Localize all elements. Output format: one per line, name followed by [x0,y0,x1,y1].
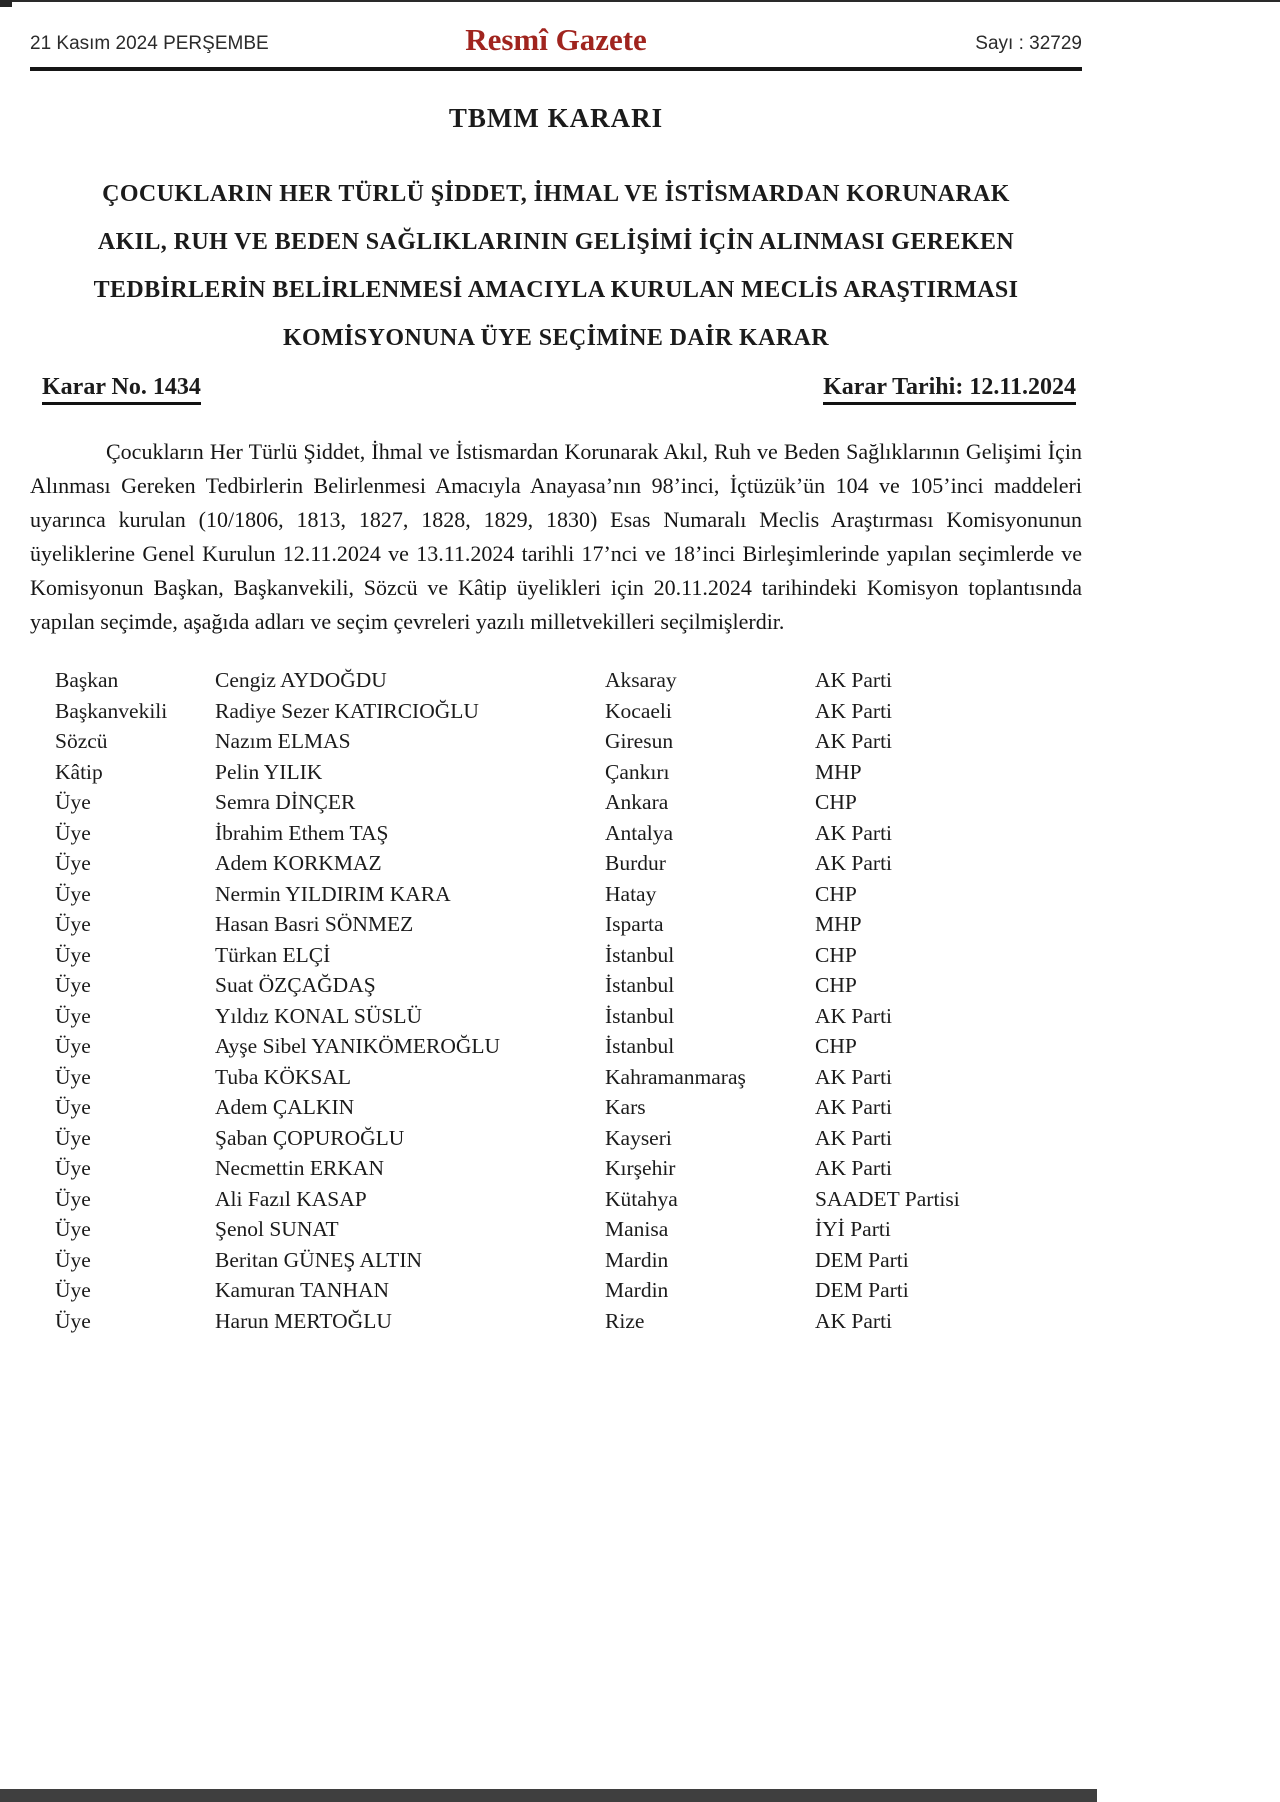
cell-party: CHP [815,790,857,814]
gazette-title: Resmî Gazete [465,22,647,57]
table-row [55,1184,1065,1215]
cell-role: Üye [55,1278,91,1302]
cell-name: Nazım ELMAS [215,729,351,753]
table-row [55,1031,1065,1062]
cell-name: İbrahim Ethem TAŞ [215,820,389,845]
table-row [55,909,1065,940]
cell-name: Ayşe Sibel YANIKÖMEROĞLU [215,1034,501,1058]
cell-party: AK Parti [815,851,893,875]
decision-body-paragraph: Çocukların Her Türlü Şiddet, İhmal ve İstismardan Korunarak Akıl, Ruh ve Beden Sağlıklarının Gelişimi İçin Alınması Gereken Tedbirlerin Belirlenmesi Amacıyla Anayasa’nın 98’inci, İçtüzük’ün 104 ve 105’inci maddeleri uyarınca kurulan (10/1806, 1813, 1827, 1828, 1829, 1830) Esas Numaralı Meclis Araştırması Komisyonunun üyeliklerine Genel Kurulun 12.11.2024 ve 13.11.2024 tarihli 17’nci ve 18’inci Birleşimlerinde yapılan seçimlerde ve Komisyonun Başkan, Başkanvekili, Sözcü ve Kâtip üyelikleri için 20.11.2024 tarihindeki Komisyon toplantısında yapılan seçimde, aşağıda adları ve seçim çevreleri yazılı milletvekilleri seçilmişlerdir. [30,439,1082,634]
cell-party: CHP [815,881,857,906]
table-row [55,726,1065,757]
cell-role: Üye [55,881,91,906]
cell-name: Yıldız KONAL SÜSLÜ [215,1003,423,1028]
table-row [55,696,1065,727]
cell-role: Üye [55,1247,91,1272]
cell-party: AK Parti [815,1156,893,1180]
cell-party: AK Parti [815,1125,893,1150]
cell-constituency: Kahramanmaraş [605,1064,746,1089]
cell-name: Hasan Basri SÖNMEZ [215,912,414,936]
cell-name: Beritan GÜNEŞ ALTIN [215,1247,423,1272]
publication-date: 21 Kasım 2024 PERŞEMBE [30,33,269,54]
cell-constituency: İstanbul [605,1034,675,1058]
cell-party: MHP [815,912,862,936]
cell-party: DEM Parti [815,1278,909,1302]
cell-constituency: Kütahya [605,1186,678,1211]
bottom-edge-artifact [0,1789,1097,1802]
table-row [55,1092,1065,1123]
cell-party: CHP [815,973,857,997]
cell-constituency: Kayseri [605,1125,672,1150]
decision-date: Karar Tarihi: 12.11.2024 [823,374,1076,405]
cell-party: SAADET Partisi [815,1186,960,1211]
cell-constituency: Mardin [605,1247,669,1272]
table-row [55,1275,1065,1306]
cell-name: Türkan ELÇİ [215,942,331,967]
cell-role: Üye [55,912,91,936]
cell-role: Kâtip [55,759,103,784]
cell-role: Üye [55,1003,91,1028]
cell-constituency: Mardin [605,1278,669,1302]
cell-party: CHP [815,1034,857,1058]
table-row [55,757,1065,788]
table-row [55,879,1065,910]
decision-kind-title: TBMM KARARI [448,103,664,133]
cell-constituency: Kocaeli [605,698,672,723]
table-row [55,848,1065,879]
issue-number: Sayı : 32729 [975,33,1082,54]
cell-role: Üye [55,790,91,814]
table-row [55,1062,1065,1093]
table-row [55,665,1065,696]
cell-role: Üye [55,942,91,967]
table-row [55,940,1065,971]
cell-constituency: Giresun [605,729,674,753]
headline-line: ÇOCUKLARIN HER TÜRLÜ ŞİDDET, İHMAL VE İSTİSMARDAN KORUNARAK [102,181,1010,207]
headline-line: KOMİSYONUNA ÜYE SEÇİMİNE DAİR KARAR [282,325,830,351]
members-table [55,665,1065,1336]
cell-name: Adem ÇALKIN [215,1095,355,1119]
cell-role: Üye [55,1095,91,1119]
cell-party: AK Parti [815,698,893,723]
cell-name: Adem KORKMAZ [215,851,382,875]
page-top-edge-line [0,0,1280,2]
cell-name: Ali Fazıl KASAP [215,1186,367,1211]
cell-name: Radiye Sezer KATIRCIOĞLU [215,698,479,723]
cell-name: Nermin YILDIRIM KARA [215,881,451,906]
table-row [55,787,1065,818]
cell-constituency: İstanbul [605,942,675,967]
cell-party: DEM Parti [815,1247,909,1272]
cell-name: Harun MERTOĞLU [215,1308,392,1333]
cell-name: Şenol SUNAT [215,1217,339,1241]
cell-role: Üye [55,1064,91,1089]
cell-party: CHP [815,942,857,967]
cell-constituency: Antalya [605,820,674,845]
cell-name: Pelin YILIK [215,759,323,784]
cell-name: Cengiz AYDOĞDU [215,668,387,692]
headline-line: TEDBİRLERİN BELİRLENMESİ AMACIYLA KURULAN MECLİS ARAŞTIRMASI [93,277,1019,303]
cell-party: AK Parti [815,1003,893,1028]
scan-corner-artifact [0,0,12,7]
cell-constituency: Aksaray [605,668,677,692]
cell-role: Üye [55,1217,91,1241]
cell-role: Sözcü [55,729,108,753]
cell-party: AK Parti [815,820,893,845]
cell-name: Semra DİNÇER [215,790,356,814]
table-row [55,1153,1065,1184]
cell-constituency: Rize [605,1308,645,1333]
decision-headline [30,170,1082,362]
cell-role: Üye [55,973,91,997]
cell-constituency: Ankara [605,790,669,814]
cell-constituency: Çankırı [605,759,670,784]
cell-role: Üye [55,1308,91,1333]
cell-party: İYİ Parti [815,1217,891,1241]
table-row [55,1245,1065,1276]
cell-name: Kamuran TANHAN [215,1278,390,1302]
cell-constituency: Burdur [605,851,666,875]
cell-constituency: İstanbul [605,973,675,997]
cell-party: AK Parti [815,729,893,753]
cell-name: Tuba KÖKSAL [215,1064,351,1089]
cell-constituency: Isparta [605,912,664,936]
cell-party: MHP [815,759,862,784]
cell-party: AK Parti [815,668,893,692]
decision-number: Karar No. 1434 [42,374,201,405]
cell-role: Üye [55,820,91,845]
cell-name: Necmettin ERKAN [215,1156,384,1180]
cell-name: Suat ÖZÇAĞDAŞ [215,973,376,997]
cell-role: Üye [55,1186,91,1211]
decision-meta-row [30,374,1082,405]
masthead-divider [30,67,1082,71]
table-row [55,818,1065,849]
table-row [55,1123,1065,1154]
table-row [55,970,1065,1001]
cell-role: Başkanvekili [55,698,168,723]
cell-party: AK Parti [815,1064,893,1089]
cell-constituency: Kars [605,1095,646,1119]
cell-role: Başkan [55,668,119,692]
cell-role: Üye [55,1125,91,1150]
cell-role: Üye [55,1034,91,1058]
gazette-page [30,0,1082,1336]
table-row [55,1214,1065,1245]
table-row [55,1306,1065,1337]
cell-constituency: Hatay [605,881,657,906]
table-row [55,1001,1065,1032]
headline-line: AKIL, RUH VE BEDEN SAĞLIKLARININ GELİŞİMİ İÇİN ALINMASI GEREKEN [97,229,1015,255]
cell-constituency: İstanbul [605,1003,675,1028]
cell-name: Şaban ÇOPUROĞLU [215,1125,405,1150]
cell-party: AK Parti [815,1308,893,1333]
masthead [30,0,1082,55]
cell-role: Üye [55,851,91,875]
cell-role: Üye [55,1156,91,1180]
cell-constituency: Manisa [605,1217,669,1241]
cell-party: AK Parti [815,1095,893,1119]
cell-constituency: Kırşehir [605,1156,676,1180]
